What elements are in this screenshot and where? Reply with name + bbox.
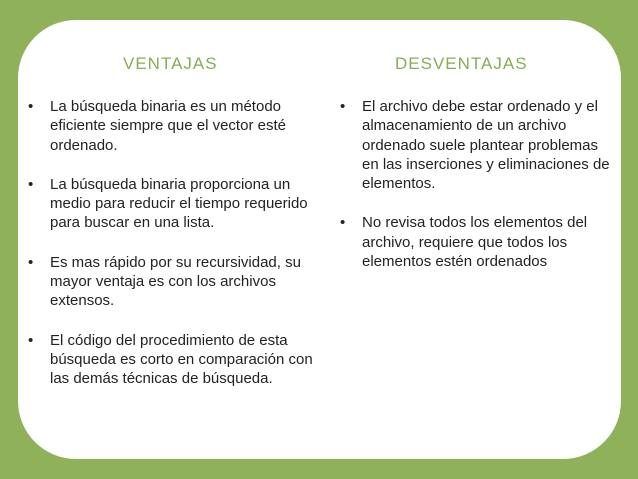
ventajas-heading: VENTAJAS xyxy=(123,54,218,73)
content-panel xyxy=(18,20,621,459)
desventaja-text: No revisa todos los elementos del archivo, requiere que todos los elementos estén ordenados xyxy=(362,214,588,271)
ventaja-item xyxy=(28,97,331,155)
ventaja-text: El código del procedimiento de esta búsqueda es corto en comparación con las demás técnicas de búsqueda. xyxy=(50,331,313,388)
desventajas-column xyxy=(340,53,616,291)
ventaja-text: La búsqueda binaria proporciona un medio para reducir el tiempo requerido para buscar en una lista. xyxy=(50,175,308,232)
bullet-icon: • xyxy=(28,331,34,349)
desventaja-text: El archivo debe estar ordenado y el almacenamiento de un archivo ordenado suele plantear problemas en las inserciones y eliminaciones de elementos. xyxy=(362,98,610,193)
ventaja-item xyxy=(28,253,331,311)
desventajas-heading: DESVENTAJAS xyxy=(395,54,528,73)
desventajas-list xyxy=(340,97,616,271)
desventaja-item xyxy=(340,97,616,193)
bullet-icon: • xyxy=(340,98,346,115)
bullet-icon: • xyxy=(28,175,34,193)
ventajas-list xyxy=(28,97,331,389)
desventaja-item xyxy=(340,213,616,271)
bullet-icon: • xyxy=(28,98,34,115)
ventaja-item xyxy=(28,331,331,389)
ventaja-text: Es mas rápido por su recursividad, su mayor ventaja es con los archivos extensos. xyxy=(50,253,301,310)
bullet-icon: • xyxy=(340,214,346,232)
ventajas-column xyxy=(28,53,331,409)
ventaja-item xyxy=(28,175,331,233)
bullet-icon: • xyxy=(28,253,34,271)
ventaja-text: La búsqueda binaria es un método eficiente siempre que el vector esté ordenado. xyxy=(50,98,286,154)
